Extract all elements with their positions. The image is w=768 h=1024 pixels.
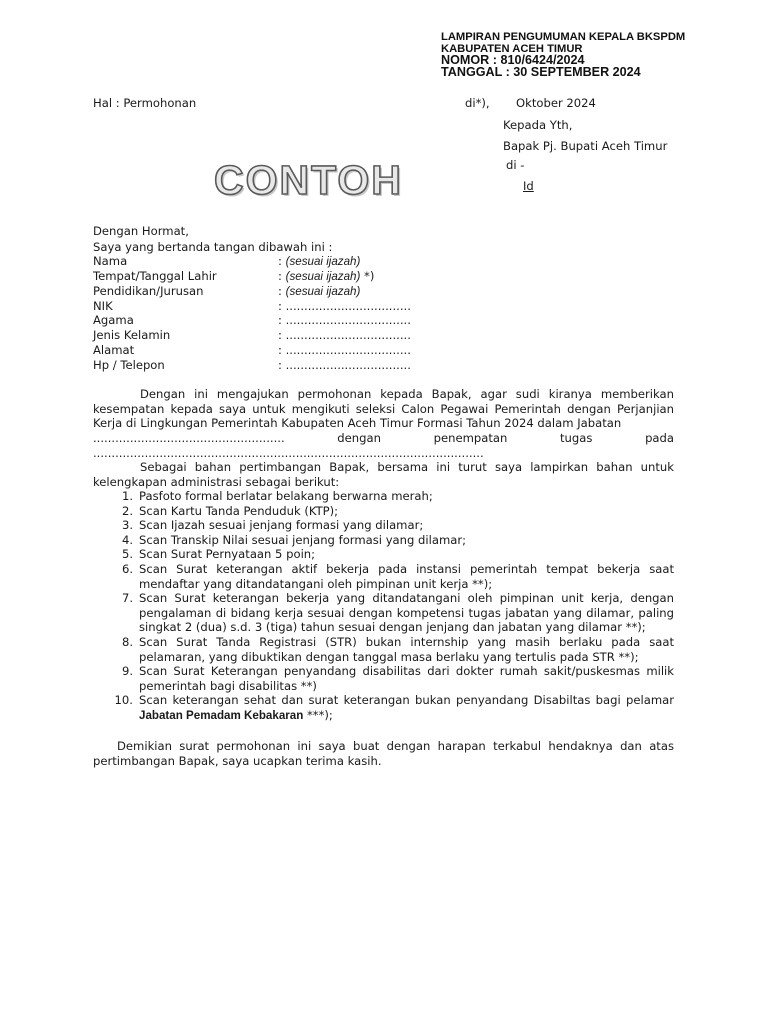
lampiran-line-3: NOMOR : 810/6424/2024 — [441, 53, 585, 68]
field-label: NIK — [93, 299, 113, 313]
closing-paragraph: Demikian surat permohonan ini saya buat dengan harapan terkabul hendaknya dan atas pertimbangan Bapak, saya ucapkan terima kasih. — [93, 739, 674, 768]
contoh-watermark: CONTOH — [214, 157, 403, 203]
word-pada: pada — [645, 431, 674, 445]
list-item: 5. Scan Surat Pernyataan 5 poin; — [121, 547, 316, 562]
intro-line: Saya yang bertanda tangan dibawah ini : — [93, 240, 333, 254]
field-value: : (sesuai ijazah) — [278, 254, 361, 268]
lampiran-line-4: TANGGAL : 30 SEPTEMBER 2024 — [441, 64, 641, 79]
list-item: 1. Pasfoto formal berlatar belakang berwarna merah; — [121, 489, 433, 503]
field-value: : .................................. — [278, 343, 411, 357]
field-jenis-kelamin — [93, 328, 693, 343]
list-item: 10. Scan keterangan sehat dan surat keterangan bukan penyandang Disabiltas bagi pelamar Jabatan Pemadam Kebakaran ***); — [114, 693, 674, 722]
field-value: : (sesuai ijazah) *) — [278, 269, 375, 283]
paragraph-request: Dengan ini mengajukan permohonan kepada Bapak, agar sudi kiranya memberikan kesempatan kepada saya untuk mengikuti seleksi Calon Pegawai Pemerintah dengan Perjanjian Kerja di Lingkungan Pemerintah Kabupaten Aceh Timur Formasi Tahun 2024 dalam Jabatan — [93, 387, 674, 431]
field-agama — [93, 313, 693, 328]
list-item: 7. Scan Surat keterangan bekerja yang ditandatangani oleh pimpinan unit kerja, dengan pengalaman di bidang kerja sesuai dengan kompetensi tugas jabatan yang dilamar, paling singkat 2 (dua) s.d. 3 (tiga) tahun sesuai dengan jenjang dan jabatan yang dilamar **); — [121, 591, 674, 635]
field-nama — [93, 254, 693, 269]
field-label: Hp / Telepon — [93, 358, 165, 372]
field-label: Jenis Kelamin — [93, 328, 171, 342]
greeting: Dengan Hormat, — [93, 224, 189, 238]
jabatan-blank: .................................................... — [93, 431, 285, 445]
paragraph-request-blanks — [93, 431, 674, 446]
lampiran-line-1: LAMPIRAN PENGUMUMAN KEPALA BKSPDM — [441, 31, 686, 43]
recipient-kepada: Kepada Yth, — [503, 118, 573, 132]
field-label: Alamat — [93, 343, 135, 357]
word-dengan: dengan — [337, 431, 381, 445]
field-label: Tempat/Tanggal Lahir — [93, 269, 217, 283]
field-value: : .................................. — [278, 358, 411, 372]
field-value: : .................................. — [278, 313, 411, 327]
field-hp-telepon — [93, 358, 693, 373]
lampiran-line-2: KABUPATEN ACEH TIMUR — [441, 42, 583, 55]
jabatan-pemadam-label: Jabatan Pemadam Kebakaran — [139, 708, 304, 722]
paragraph-attachments: Sebagai bahan pertimbangan Bapak, bersama ini turut saya lampirkan bahan untuk kelengkapan administrasi sebagai berikut: — [93, 460, 674, 489]
word-penempatan: penempatan — [433, 431, 508, 445]
list-item: 3. Scan Ijazah sesuai jenjang formasi yang dilamar; — [121, 518, 424, 533]
recipient-location: Id — [523, 179, 534, 193]
lampiran-header — [441, 32, 761, 78]
attachment-list — [93, 489, 674, 724]
field-alamat — [93, 343, 693, 358]
list-item: 8. Scan Surat Tanda Registrasi (STR) bukan internship yang masih berlaku pada saat pelamaran, yang dibuktikan dengan tanggal masa berlaku yang tertulis pada STR **); — [121, 634, 674, 664]
list-item: 4. Scan Transkip Nilai sesuai jenjang formasi yang dilamar; — [121, 532, 467, 547]
letter-place: di*), — [465, 96, 490, 110]
list-item: 9. Scan Surat Keterangan penyandang disabilitas dari dokter rumah sakit/puskesmas milik pemerintah bagi disabilitas **) — [121, 664, 674, 693]
letter-date: Oktober 2024 — [516, 96, 596, 110]
field-label: Nama — [93, 254, 128, 268]
subject-hal: Hal : Permohonan — [93, 96, 197, 110]
list-item: 6. Scan Surat keterangan aktif bekerja pada instansi pemerintah tempat bekerja saat mendaftar yang ditandatangani oleh pimpinan unit kerja **); — [121, 561, 674, 591]
word-tugas: tugas — [560, 431, 593, 445]
field-label: Pendidikan/Jurusan — [93, 284, 204, 298]
field-value: : (sesuai ijazah) — [278, 284, 361, 298]
field-value: : .................................. — [278, 299, 411, 313]
field-value: : .................................. — [278, 328, 411, 342]
field-pendidikan — [93, 284, 693, 299]
field-tempat-tanggal-lahir — [93, 269, 693, 284]
placement-blank: .......................................................................................................... — [93, 446, 484, 460]
list-item: 2. Scan Kartu Tanda Penduduk (KTP); — [121, 503, 339, 518]
field-nik — [93, 299, 693, 314]
recipient-di: di - — [506, 158, 525, 172]
field-label: Agama — [93, 313, 134, 327]
recipient-name: Bapak Pj. Bupati Aceh Timur — [503, 139, 668, 153]
